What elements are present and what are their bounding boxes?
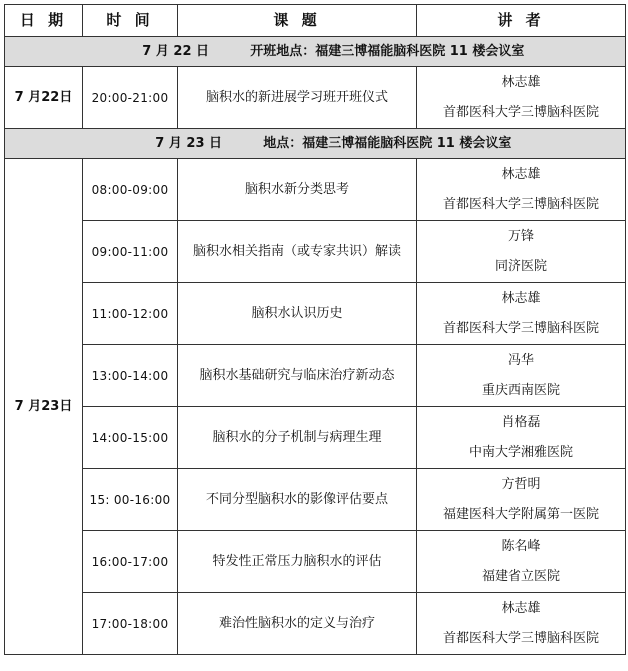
speaker-institution: 首都医科大学三博脑科医院 [442, 630, 599, 646]
table-row [5, 159, 626, 221]
speaker-name: 林志雄 [501, 166, 541, 182]
speaker-institution: 首都医科大学三博脑科医院 [442, 320, 599, 336]
speaker-name: 林志雄 [501, 74, 541, 90]
header-row [5, 5, 626, 37]
section-date: 7 月 23 日 [155, 136, 223, 151]
time-cell: 08:00-09:00 [83, 159, 178, 221]
speaker-institution: 福建省立医院 [481, 568, 560, 584]
table-row [5, 67, 626, 129]
table-row [5, 283, 626, 345]
speaker-cell [417, 159, 626, 221]
speaker-cell [417, 531, 626, 593]
topic-cell: 不同分型脑积水的影像评估要点 [178, 469, 417, 531]
speaker-institution: 同济医院 [494, 258, 547, 274]
header-date: 日 期 [5, 5, 83, 37]
time-cell: 09:00-11:00 [83, 221, 178, 283]
speaker-institution: 福建医科大学附属第一医院 [442, 506, 599, 522]
section-date: 7 月 22 日 [142, 44, 210, 59]
speaker-name: 林志雄 [501, 600, 541, 616]
topic-cell: 脑积水的新进展学习班开班仪式 [178, 67, 417, 129]
speaker-cell [417, 67, 626, 129]
table-row [5, 221, 626, 283]
time-cell: 15: 00-16:00 [83, 469, 178, 531]
speaker-name: 陈名峰 [501, 538, 541, 554]
section-row-day2 [5, 129, 626, 159]
speaker-cell [417, 283, 626, 345]
speaker-cell [417, 407, 626, 469]
table-row [5, 345, 626, 407]
speaker-institution: 重庆西南医院 [481, 382, 560, 398]
speaker-institution: 中南大学湘雅医院 [468, 444, 573, 460]
speaker-name: 肖格磊 [501, 414, 541, 430]
time-cell: 13:00-14:00 [83, 345, 178, 407]
header-time: 时 间 [83, 5, 178, 37]
table-row [5, 531, 626, 593]
topic-cell: 脑积水相关指南（或专家共识）解读 [178, 221, 417, 283]
speaker-institution: 首都医科大学三博脑科医院 [442, 104, 599, 120]
speaker-cell [417, 593, 626, 655]
speaker-name: 万锋 [507, 228, 534, 244]
topic-cell: 脑积水认识历史 [178, 283, 417, 345]
speaker-name: 冯华 [507, 352, 534, 368]
date-cell: 7 月23日 [5, 159, 83, 655]
section-location: 地点：福建三博福能脑科医院 11 楼会议室 [263, 136, 512, 151]
speaker-name: 林志雄 [501, 290, 541, 306]
time-cell: 17:00-18:00 [83, 593, 178, 655]
table-row [5, 593, 626, 655]
topic-cell: 脑积水基础研究与临床治疗新动态 [178, 345, 417, 407]
section-location: 开班地点：福建三博福能脑科医院 11 楼会议室 [250, 44, 525, 59]
time-cell: 16:00-17:00 [83, 531, 178, 593]
speaker-cell [417, 345, 626, 407]
speaker-cell [417, 469, 626, 531]
table-row [5, 407, 626, 469]
topic-cell: 难治性脑积水的定义与治疗 [178, 593, 417, 655]
topic-cell: 脑积水新分类思考 [178, 159, 417, 221]
table-row [5, 469, 626, 531]
topic-cell: 脑积水的分子机制与病理生理 [178, 407, 417, 469]
speaker-cell [417, 221, 626, 283]
speaker-institution: 首都医科大学三博脑科医院 [442, 196, 599, 212]
schedule-table [4, 4, 626, 655]
header-topic: 课 题 [178, 5, 417, 37]
time-cell: 14:00-15:00 [83, 407, 178, 469]
section-row-day1 [5, 37, 626, 67]
date-cell: 7 月22日 [5, 67, 83, 129]
time-cell: 11:00-12:00 [83, 283, 178, 345]
speaker-name: 方哲明 [501, 476, 541, 492]
header-speaker: 讲 者 [417, 5, 626, 37]
topic-cell: 特发性正常压力脑积水的评估 [178, 531, 417, 593]
time-cell: 20:00-21:00 [83, 67, 178, 129]
